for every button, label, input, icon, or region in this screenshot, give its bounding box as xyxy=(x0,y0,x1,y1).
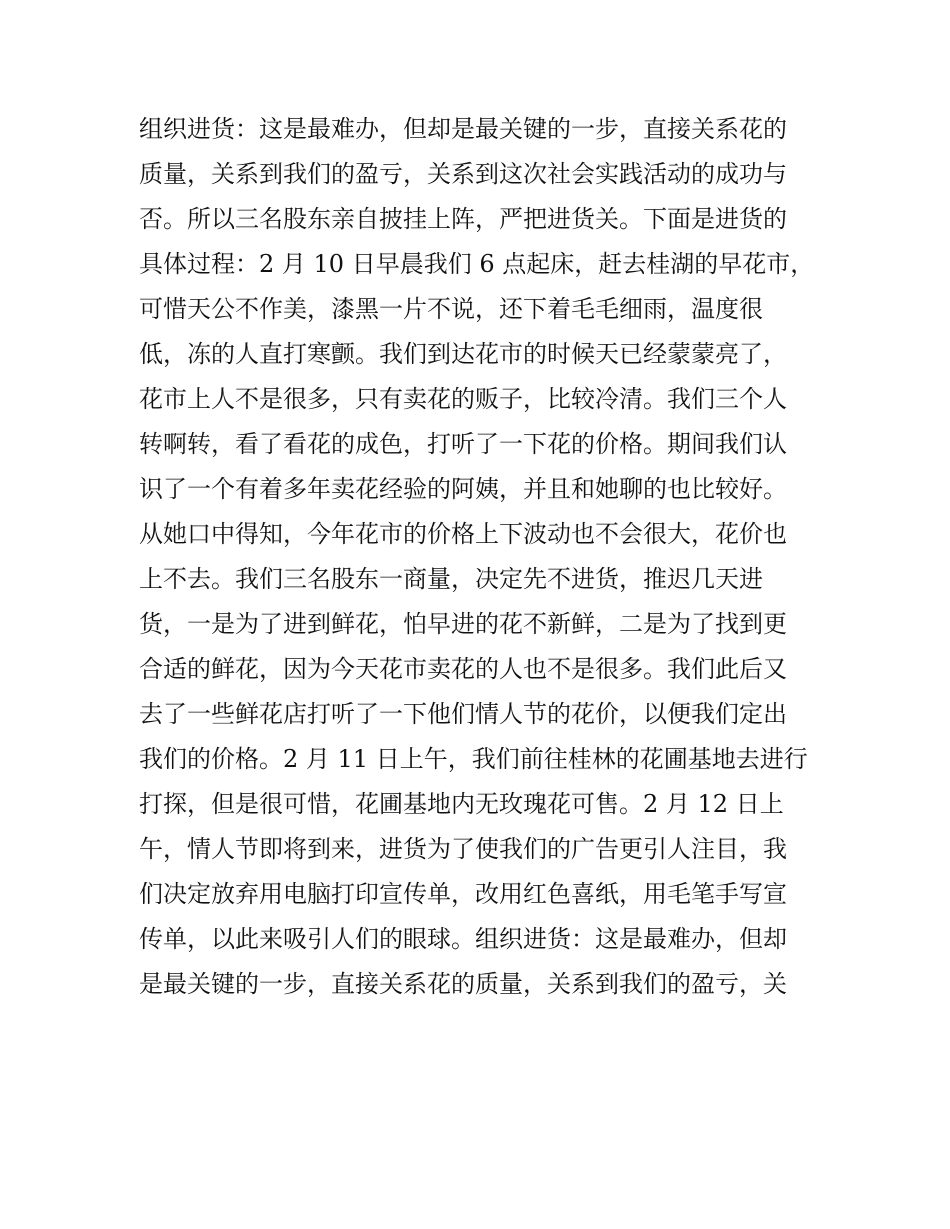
text-line: 是最关键的一步，直接关系花的质量，关系到我们的盈亏，关 xyxy=(139,970,787,998)
text-line: 去了一些鲜花店打听了一下他们情人节的花价，以便我们定出 xyxy=(139,700,787,728)
text-line: 识了一个有着多年卖花经验的阿姨，并且和她聊的也比较好。 xyxy=(139,475,787,503)
text-line: 传单，以此来吸引人们的眼球。组织进货：这是最难办，但却 xyxy=(139,925,787,953)
text-line: 质量，关系到我们的盈亏，关系到这次社会实践活动的成功与 xyxy=(139,160,787,188)
text-line: 花市上人不是很多，只有卖花的贩子，比较冷清。我们三个人 xyxy=(139,385,787,413)
text-line: 可惜天公不作美，漆黑一片不说，还下着毛毛细雨，温度很 xyxy=(139,295,763,323)
text-line: 否。所以三名股东亲自披挂上阵，严把进货关。下面是进货的 xyxy=(139,205,787,233)
text-line: 从她口中得知，今年花市的价格上下波动也不会很大，花价也 xyxy=(139,520,787,548)
text-line: 具体过程：2 月 10 日早晨我们 6 点起床，赶去桂湖的早花市， xyxy=(139,250,815,278)
text-line: 午，情人节即将到来，进货为了使我们的广告更引人注目，我 xyxy=(139,835,787,863)
text-line: 我们的价格。2 月 11 日上午，我们前往桂林的花圃基地去进行 xyxy=(139,745,808,773)
text-line: 转啊转，看了看花的成色，打听了一下花的价格。期间我们认 xyxy=(139,430,787,458)
body-text xyxy=(139,107,819,1007)
text-line: 上不去。我们三名股东一商量，决定先不进货，推迟几天进 xyxy=(139,565,763,593)
text-line: 合适的鲜花，因为今天花市卖花的人也不是很多。我们此后又 xyxy=(139,655,787,683)
text-line: 打探，但是很可惜，花圃基地内无玫瑰花可售。2 月 12 日上 xyxy=(139,790,784,818)
text-line: 货，一是为了进到鲜花，怕早进的花不新鲜，二是为了找到更 xyxy=(139,610,787,638)
text-line: 组织进货：这是最难办，但却是最关键的一步，直接关系花的 xyxy=(139,115,787,143)
text-line: 低，冻的人直打寒颤。我们到达花市的时候天已经蒙蒙亮了， xyxy=(139,340,787,368)
text-line: 们决定放弃用电脑打印宣传单，改用红色喜纸，用毛笔手写宣 xyxy=(139,880,787,908)
